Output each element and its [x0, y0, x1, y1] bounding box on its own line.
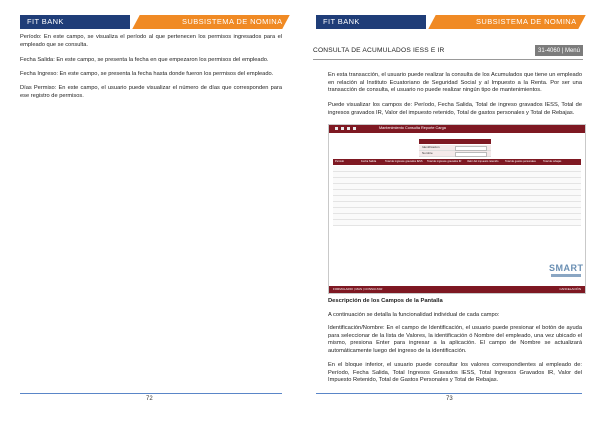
screenshot-status-text: FORMULARIO | MAS | CONSULTAR: [333, 287, 383, 291]
fields-description-heading: Descripción de los Campos de la Pantalla: [328, 298, 443, 304]
module-label: SUBSISTEMA DE NOMINA: [476, 17, 577, 26]
module-label: SUBSISTEMA DE NOMINA: [182, 17, 283, 26]
screenshot-menu-bar: [329, 125, 585, 133]
toolbar-icon: [347, 127, 350, 130]
identificacion-paragraph: Identificación/Nombre: En el campo de Identificación, el usuario puede presionar el botón de ayuda para seleccionar de la lista de Valores, la identificación ó Nombre del empleado, una vez ubicado el mismo, presiona Enter para ingresar a la aplicación. El campo de Nombre se actualizará automáticamente luego del ingreso de la identificación.: [328, 325, 582, 354]
grid-column-header: Valor del impuesto retenido: [467, 160, 499, 163]
toolbar-icon: [341, 127, 344, 130]
title-rule: [313, 59, 583, 60]
screenshot-status-bar: [329, 286, 585, 293]
grid-column-header: Período: [335, 160, 345, 163]
screenshot-menu-text: Mantenimiento Consulta Reporte Carga: [379, 126, 446, 130]
screenshot-form: [419, 139, 491, 157]
screenshot-form-header: [419, 139, 491, 144]
grid-column-header: Total de rebajas: [543, 160, 562, 163]
intro-paragraph: En esta transacción, el usuario puede realizar la consulta de los Acumulados que tiene un empleado en relación al Instituto Ecuatoriano de Seguridad Social y al Impuesto a la Renta. Por ser una transacción de consulta, el usuario no puede realizar ningún tipo de mantenimientos.: [328, 72, 582, 94]
page-number: 72: [146, 396, 153, 402]
toolbar-icon: [353, 127, 356, 130]
brand-label: FIT BANK: [27, 17, 64, 26]
screenshot-cancel-text: CANCELACIÓN: [559, 287, 581, 291]
paragraph-dias-permiso: Días Permiso: En este campo, el usuario puede visualizar el número de días que corresponden para ese registro de permisos.: [20, 85, 282, 99]
section-title: CONSULTA DE ACUMULADOS IESS E IR: [313, 47, 445, 54]
grid-column-header: Fecha Salida: [361, 160, 377, 163]
page-number: 73: [446, 396, 453, 402]
grid-column-header: Total de ingresos gravados IESS: [385, 160, 423, 163]
bloque-inferior-paragraph: En el bloque inferior, el usuario puede consultar los valores correspondientes al empleado de: Período, Fecha Salida, Total Ingresos Gravados IESS, Total Ingresos Gravados IR, Valor del Impuesto Retenido, Total de Gastos Personales y Total de Rebajas.: [328, 362, 582, 384]
paragraph-fecha-salida: Fecha Salida: En este campo, se presenta la fecha en que empezaron los permisos del empleado.: [20, 57, 269, 63]
fields-intro-paragraph: A continuación se detalla la funcionalidad individual de cada campo:: [328, 312, 500, 318]
brand-label: FIT BANK: [323, 17, 360, 26]
screenshot-grid: [333, 159, 581, 225]
screenshot-form-row: [419, 151, 491, 157]
footer-rule: [20, 393, 282, 394]
grid-column-header: Total de ingresos gravados IR: [427, 160, 462, 163]
toolbar-icon: [335, 127, 338, 130]
screenshot-form-label: Identificación: [422, 145, 440, 149]
app-screenshot: [328, 124, 586, 294]
screenshot-form-label: Nombre: [422, 151, 433, 155]
grid-row: [333, 220, 581, 226]
grid-column-header: Total de gastos personales: [505, 160, 536, 163]
paragraph-periodo: Período: En este campo, se visualiza el período al que pertenecen los permisos ingresados para el empleado que se consulta.: [20, 34, 282, 48]
smart-logo-underline: [551, 274, 581, 277]
paragraph-fecha-ingreso: Fecha Ingreso: En este campo, se presenta la fecha hasta donde fueron los permisos del empleado.: [20, 71, 274, 77]
screenshot-grid-header: [333, 159, 581, 165]
footer-rule: [316, 393, 582, 394]
screenshot-form-input: [455, 152, 487, 157]
fields-paragraph: Puede visualizar los campos de: Período, Fecha Salida, Total de ingreso gravados IESS, Total de ingresos gravados IR, Valor del impuesto retenido, Total de gastos personales y Total de Rebajas.: [328, 102, 582, 116]
transaction-code-badge: 31-4060 | Menú: [535, 45, 583, 56]
smart-logo: SMART: [549, 263, 584, 273]
